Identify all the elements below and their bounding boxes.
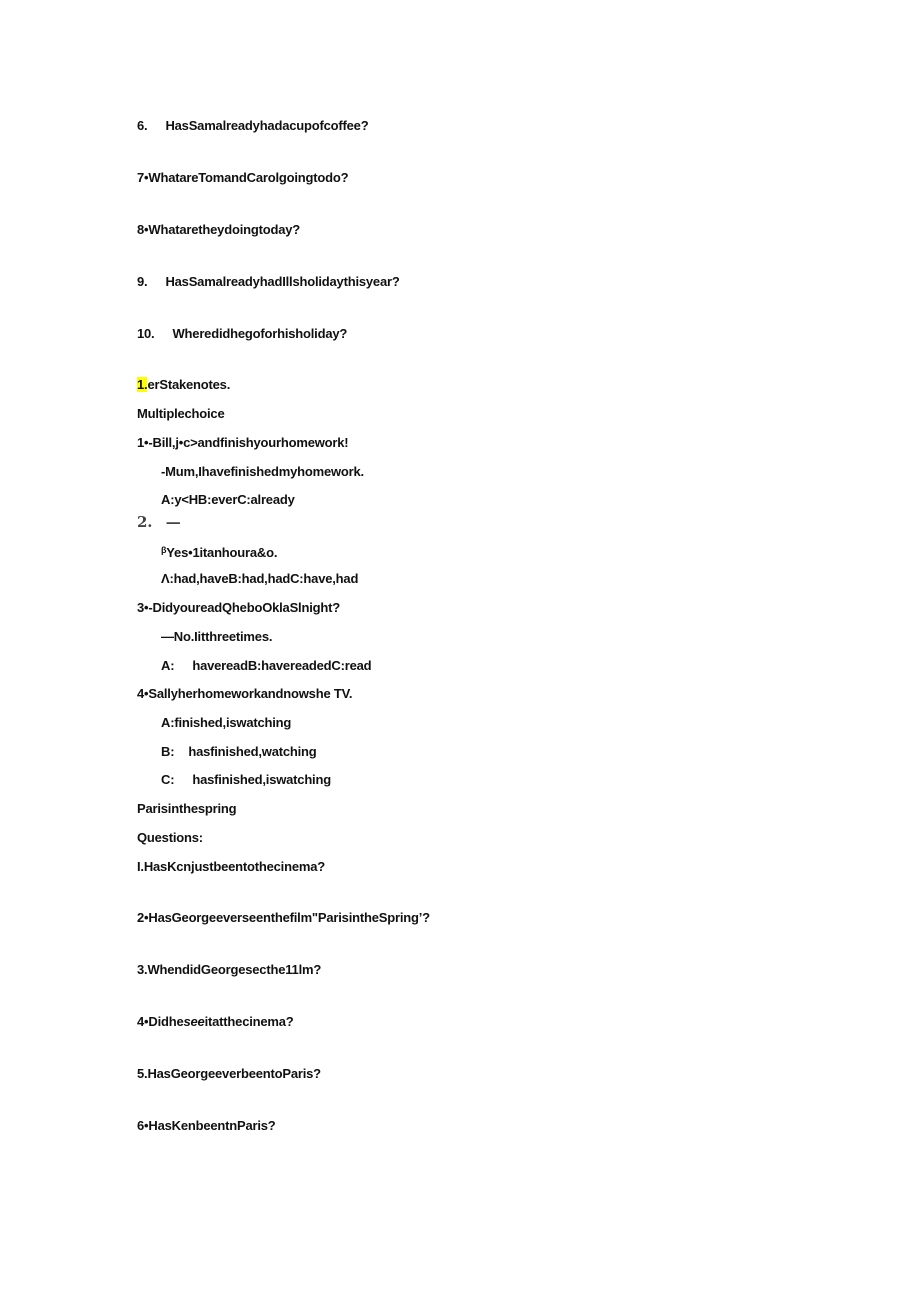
mc-question-3-options — [161, 658, 371, 674]
option-a-label: A: — [161, 658, 175, 673]
reading-question-5: 5.HasGeorgeeverbeentoParis? — [137, 1066, 321, 1081]
reading-question-3: 3.WhendidGeorgesecthe11lm? — [137, 962, 322, 977]
section-marker: 1. — [137, 377, 148, 392]
mc-question-2-number: 2. — [137, 513, 153, 531]
mc-question-4: 4•Sallyherhomeworkandnowshe TV. — [137, 686, 353, 701]
options-text: havereadB:havereadedC:read — [192, 658, 372, 673]
mc-question-3-reply: —No.Iitthreetimes. — [161, 629, 273, 644]
question-text: HasSamalreadyhadacupofcoffee? — [165, 118, 369, 133]
question-9 — [137, 274, 400, 290]
reading-question-4-italic: see — [183, 1014, 205, 1029]
question-text: Wheredidhegoforhisholiday? — [172, 326, 348, 341]
section-subheading: Multiplechoice — [137, 406, 225, 421]
section-heading-text: erStakenotes. — [147, 377, 231, 392]
option-b-text: hasfinished,watching — [188, 744, 317, 759]
mc-question-4-option-a: A:finished,iswatching — [161, 715, 292, 730]
reading-question-4-start: 4•Didhe — [137, 1014, 184, 1029]
question-text: Whataretheydoingtoday? — [148, 222, 300, 237]
question-text: WhatareTomandCarolgoingtodo? — [148, 170, 349, 185]
reading-question-4-end: itatthecinema? — [204, 1014, 294, 1029]
mc-question-2-options: Λ:had,haveB:had,hadC:have,had — [161, 571, 359, 586]
question-number: 10. — [137, 326, 155, 341]
mc-question-1-options: A:y<HB:everC:already — [161, 492, 295, 507]
option-c-text: hasfinished,iswatching — [192, 772, 331, 787]
reading-question-6: 6•HasKenbeentnParis? — [137, 1118, 276, 1133]
mc-question-4-option-c — [161, 772, 331, 788]
question-10 — [137, 326, 347, 342]
reading-question-4 — [137, 1014, 294, 1030]
question-number: 7• — [137, 170, 149, 185]
question-number: 9. — [137, 274, 148, 289]
reading-question-2: 2•HasGeorgeeverseenthefilm"ParisintheSpring’? — [137, 910, 430, 925]
mc-question-2-dash: — — [165, 513, 181, 531]
question-number: 6. — [137, 118, 148, 133]
mc-question-1: 1•-Bill,j•c>andfinishyourhomework! — [137, 435, 349, 450]
mc-question-2-sup: β — [161, 545, 167, 555]
mc-question-2-reply-text: Yes•1itanhoura&o. — [166, 545, 278, 560]
mc-question-2 — [137, 514, 181, 531]
question-6 — [137, 118, 368, 134]
reading-title: Parisinthespring — [137, 801, 237, 816]
mc-question-3: 3•-DidyoureadQheboOklaSlnight? — [137, 600, 340, 615]
question-text: HasSamalreadyhadIllsholidaythisyear? — [165, 274, 400, 289]
option-b-label: B: — [161, 744, 175, 759]
mc-question-1-reply: -Mum,Ihavefinishedmyhomework. — [161, 464, 364, 479]
questions-label: Questions: — [137, 830, 203, 845]
mc-question-4-option-b — [161, 744, 317, 760]
question-7 — [137, 170, 348, 186]
question-8 — [137, 222, 300, 238]
option-c-label: C: — [161, 772, 175, 787]
question-number: 8• — [137, 222, 149, 237]
mc-question-2-reply — [161, 542, 277, 561]
section-heading — [137, 377, 230, 393]
reading-question-1: I.HasKcnjustbeentothecinema? — [137, 859, 325, 874]
